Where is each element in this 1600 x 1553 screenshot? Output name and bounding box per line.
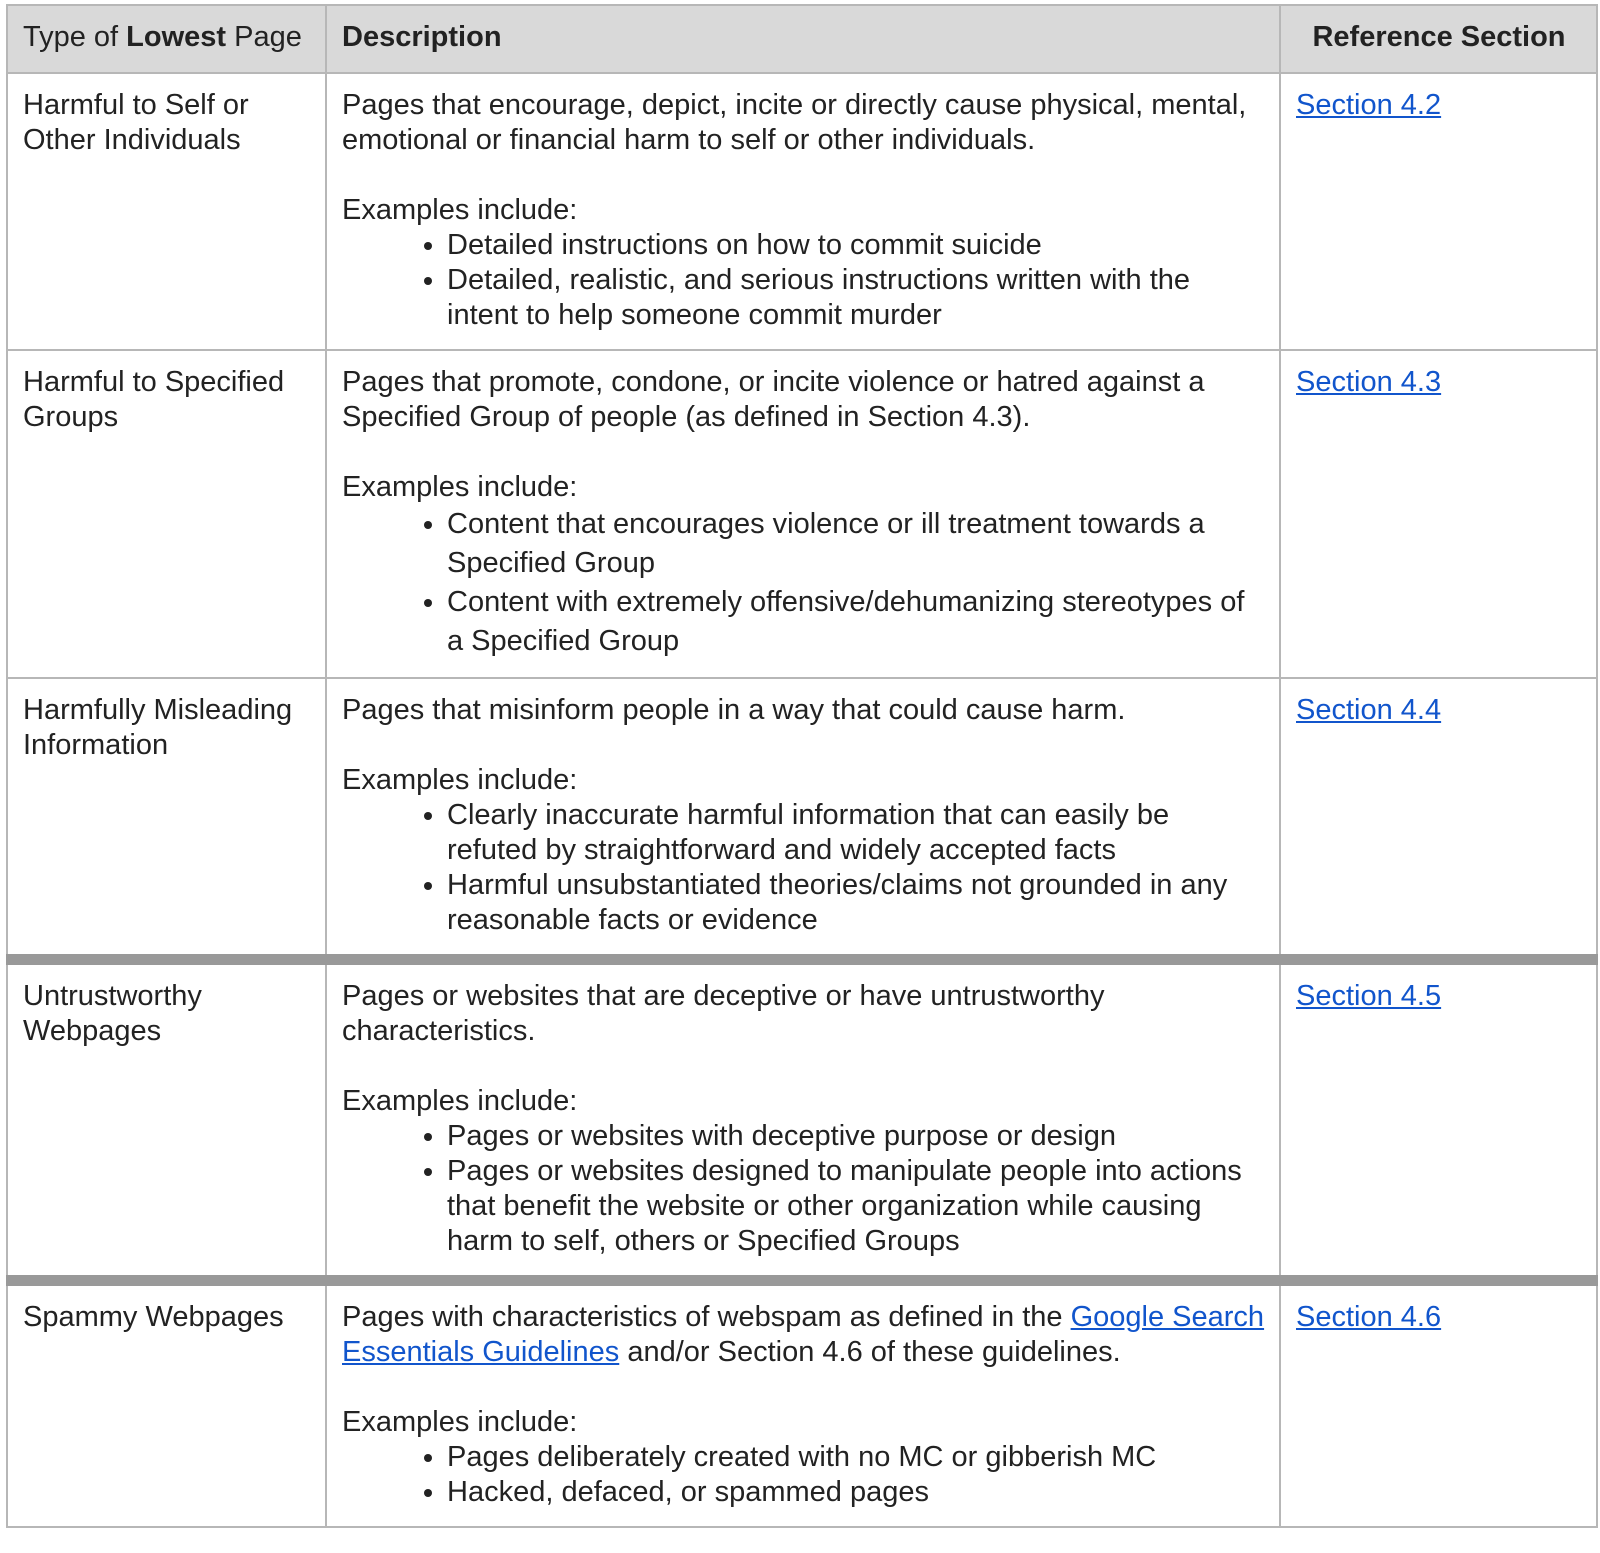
reference-cell — [1280, 1281, 1597, 1528]
examples-list — [342, 1119, 1265, 1259]
description-text: Pages that misinform people in a way that could cause harm. — [342, 694, 1126, 726]
reference-cell — [1280, 73, 1597, 350]
list-item: • Hacked, defaced, or spammed pages — [447, 1475, 1265, 1510]
table-row — [7, 350, 1597, 678]
type-cell: Harmfully Misleading Information — [7, 678, 326, 960]
examples-label: Examples include: — [342, 194, 578, 226]
table-row — [7, 678, 1597, 960]
header-description: Description — [326, 5, 1280, 73]
header-type-post: Page — [226, 21, 302, 53]
list-item: • Pages deliberately created with no MC or gibberish MC — [447, 1440, 1265, 1475]
description-post: and/or Section 4.6 of these guidelines. — [619, 1336, 1121, 1368]
examples-label: Examples include: — [342, 1406, 578, 1438]
examples-list — [342, 228, 1265, 333]
list-item: • Pages or websites designed to manipulate people into actions that benefit the website or other organization while causing harm to self, others or Specified Groups — [447, 1154, 1265, 1259]
description-text: Pages that encourage, depict, incite or directly cause physical, mental, emotional or financial harm to self or other individuals. — [342, 89, 1247, 156]
description-text: Pages or websites that are deceptive or have untrustworthy characteristics. — [342, 980, 1105, 1047]
table-row — [7, 73, 1597, 350]
section-link[interactable]: Section 4.3 — [1296, 366, 1442, 398]
reference-cell — [1280, 678, 1597, 960]
table-row — [7, 1281, 1597, 1528]
lowest-page-types-table — [6, 4, 1598, 1528]
header-type-bold: Lowest — [126, 21, 227, 53]
examples-list — [342, 505, 1265, 661]
spacer — [342, 435, 1265, 470]
list-item: • Content that encourages violence or ill treatment towards a Specified Group — [447, 505, 1265, 583]
spacer — [342, 728, 1265, 763]
section-link[interactable]: Section 4.4 — [1296, 694, 1442, 726]
list-item: • Harmful unsubstantiated theories/claims not grounded in any reasonable facts or evidence — [447, 868, 1265, 938]
examples-list — [342, 1440, 1265, 1510]
description-cell — [326, 350, 1280, 678]
header-row — [7, 5, 1597, 73]
examples-label: Examples include: — [342, 1085, 578, 1117]
type-cell: Spammy Webpages — [7, 1281, 326, 1528]
spacer — [342, 158, 1265, 193]
type-cell: Harmful to Specified Groups — [7, 350, 326, 678]
section-link[interactable]: Section 4.2 — [1296, 89, 1442, 121]
description-cell — [326, 1281, 1280, 1528]
reference-cell — [1280, 960, 1597, 1281]
header-type-pre: Type of — [23, 21, 127, 53]
list-item: • Pages or websites with deceptive purpose or design — [447, 1119, 1265, 1154]
spacer — [342, 1049, 1265, 1084]
list-item: • Detailed, realistic, and serious instructions written with the intent to help someone commit murder — [447, 263, 1265, 333]
spacer — [342, 1370, 1265, 1405]
header-type — [7, 5, 326, 73]
examples-list — [342, 798, 1265, 938]
header-reference: Reference Section — [1280, 5, 1597, 73]
section-link[interactable]: Section 4.5 — [1296, 980, 1442, 1012]
type-cell: Harmful to Self or Other Individuals — [7, 73, 326, 350]
description-cell — [326, 73, 1280, 350]
examples-label: Examples include: — [342, 764, 578, 796]
description-cell — [326, 678, 1280, 960]
description-cell — [326, 960, 1280, 1281]
reference-cell — [1280, 350, 1597, 678]
type-cell: Untrustworthy Webpages — [7, 960, 326, 1281]
description-text — [342, 1300, 1265, 1370]
table-row — [7, 960, 1597, 1281]
description-pre: Pages with characteristics of webspam as defined in the — [342, 1301, 1071, 1333]
list-item: • Clearly inaccurate harmful information that can easily be refuted by straightforward and widely accepted facts — [447, 798, 1265, 868]
description-text: Pages that promote, condone, or incite violence or hatred against a Specified Group of people (as defined in Section 4.3). — [342, 366, 1205, 433]
list-item: • Content with extremely offensive/dehumanizing stereotypes of a Specified Group — [447, 583, 1265, 661]
list-item: • Detailed instructions on how to commit suicide — [447, 228, 1265, 263]
examples-label: Examples include: — [342, 471, 578, 503]
google-guidelines-link[interactable]: Google Search Essentials Guidelines — [342, 1301, 1265, 1368]
section-link[interactable]: Section 4.6 — [1296, 1301, 1442, 1333]
